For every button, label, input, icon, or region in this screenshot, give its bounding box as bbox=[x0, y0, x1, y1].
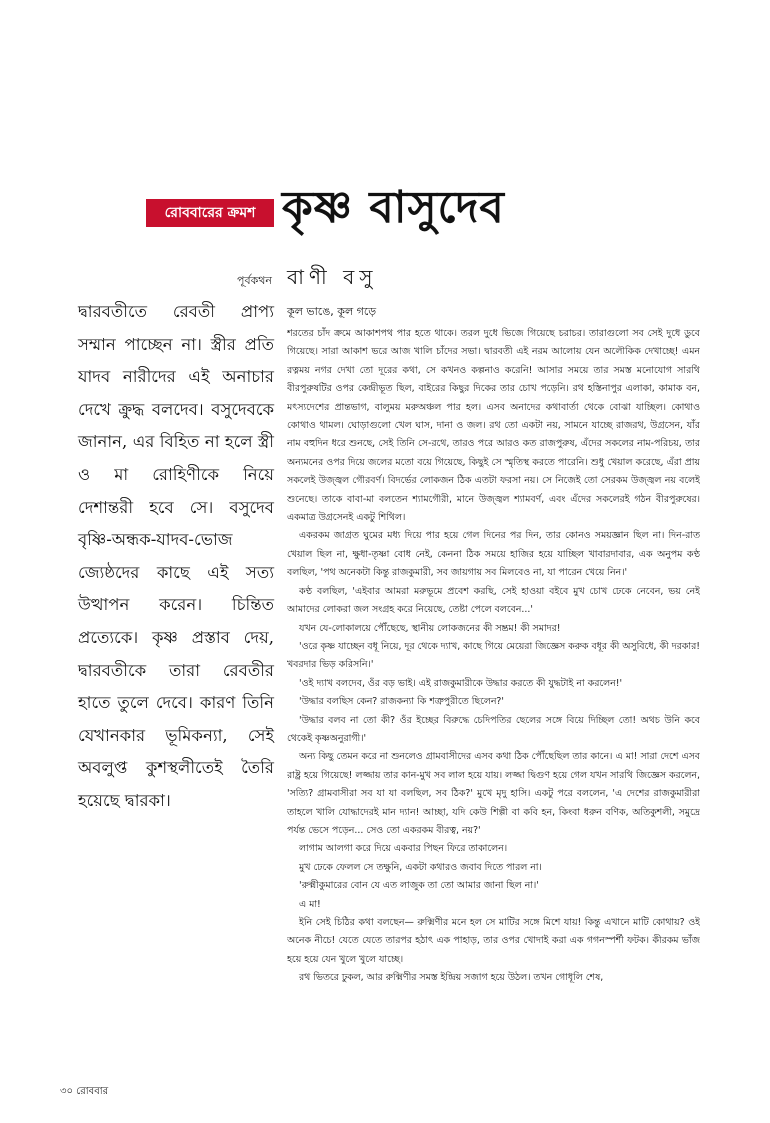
article-paragraph: ইনি সেই চিঠির কথা বলছেন— রুক্মিণীর মনে হল সে মাটির সঙ্গে মিশে যায়! কিন্তু এখানে মাটি কোথায়? ওই অনেক নীচে! যেতে যেতে তারপর হঠাৎ এক পাহাড়, তার ওপর খোদাই করা এক গগনস্পর্শী ফটক। কীরকম ভাঁজ হয়ে হয়ে যেন খুলে খুলে যাচ্ছে। bbox=[287, 917, 700, 965]
series-kicker-badge: রোববারের ক্রমশ bbox=[146, 199, 274, 227]
article-paragraph: কণ্ঠ বলছিল, 'এইবার আমরা মরুভূমে প্রবেশ করছি, সেই হাওয়া বইবে মুখ চোখ ঢেকে নেবেন, ভয় নেই আমাদের লোকরা জল সংগ্রহ করে নিয়েছে, তেষ্টা পেলে বলবেন...' bbox=[287, 585, 700, 616]
page-footer: ৩০ রোববার bbox=[60, 1086, 109, 1097]
article-paragraph: রথ ভিতরে ঢুকল, আর রুক্মিণীর সমস্ত ইন্দ্রিয় সজাগ হয়ে উঠল। তখন গোধূলি শেষ, bbox=[299, 972, 604, 984]
article-body bbox=[287, 325, 700, 1070]
article-paragraph: এ মা! bbox=[299, 898, 321, 910]
article-paragraph: 'রুক্মীকুমারের বোন যে এত লাজুক তা তো আমার জানা ছিল না।' bbox=[299, 880, 539, 892]
previous-summary-label: পূর্বকথন bbox=[237, 274, 272, 287]
section-heading: কূল ভাঙে, কূল গড়ে bbox=[287, 305, 377, 318]
article-paragraph: 'ওরে কৃষ্ণ যাচ্ছেন বধূ নিয়ে, দূর থেকে দ্যাখ, কাছে গিয়ে মেয়েরা জিজ্ঞেস করুক বধূর কী অসুবিধে, কী দরকার! খবরদার ভিড় করিসনি।' bbox=[287, 640, 700, 671]
article-paragraph: মুখ ঢেকে ফেলল সে তক্ষুনি, একটা কথারও জবাব দিতে পারল না। bbox=[299, 861, 542, 873]
article-paragraph: 'ওই দ্যাখ বলদেব, ওঁর বড় ভাই। এই রাজকুমারীকে উদ্ধার করতে কী যুদ্ধটাই না করলেন!' bbox=[299, 677, 623, 689]
previous-summary-text: দ্বারবতীতে রেবতী প্রাপ্য সম্মান পাচ্ছেন না। স্ত্রীর প্রতি যাদব নারীদের এই অনাচার দেখে ক্রুদ্ধ বলদেব। বসুদেবকে জানান, এর বিহিত না হলে স্ত্রী ও মা রোহিণীকে নিয়ে দেশান্তরী হবে সে। বসুদেব বৃষ্ণি-অন্ধক-যাদব-ভোজ জ্যেষ্ঠদের কাছে এই সত্য উত্থাপন করেন। চিন্তিত প্রত্যেকে। কৃষ্ণ প্রস্তাব দেয়, দ্বারবতীকে তারা রেবতীর হাতে তুলে দেবে। কারণ তিনি যেখানকার ভূমিকন্যা, সেই অবলুপ্ত কুশস্থলীতেই তৈরি হয়েছে দ্বারকা। bbox=[78, 302, 274, 810]
article-paragraph: 'উদ্ধার বলছিস কেন? রাজকন্যা কি শত্রুপুরীতে ছিলেন?' bbox=[299, 696, 504, 708]
article-paragraph: অন্য কিছু তেমন করে না শুনলেও গ্রামবাসীদের এসব কথা ঠিক পৌঁছেছিল তার কানে। এ মা! সারা দেশে এসব রাষ্ট্র হয়ে গিয়েছে! লজ্জায় তার কান-মুখ সব লাল হয়ে যায়। লজ্জা দ্বিগুণ হয়ে গেল যখন সারথি জিজ্ঞেস করলেন, 'সত্যি? গ্রামবাসীরা সব যা যা বলছিল, সব ঠিক?' মুখে মৃদু হাসি। একটু পরে বললেন, 'এ দেশের রাজকুমারীরা তাহলে খালি যোদ্ধাদেরই মান দ্যান! আচ্ছা, যদি কেউ শিল্পী বা কবি হন, কিংবা ধরুন বণিক, অতিকুশলী, সমুদ্রে পর্যন্ত ভেসে পড়েন... সেও তো একরকম বীরত্ব, নয়?' bbox=[287, 751, 700, 836]
article-paragraph: শরতের চাঁদ ক্রমে আকাশপথ পার হতে থাকে। তরল দুধে ভিজে গিয়েছে চরাচর। তারাগুলো সব সেই দুধে ডুবে গিয়েছে। সারা আকাশ ভরে আজ খালি চাঁদের সভা। দ্বারবতী এই নরম আলোয় যেন অলৌকিক দেখাচ্ছে! এমন রত্নময় নগর দেখা তো দূরের কথা, সে কখনও কল্পনাও করেনি! আসার সময়ে তার সমস্ত মনোযোগ সারথি বীরপুরুষটির ওপর কেন্দ্রীভূত ছিল, বাইরের কিছুর দিকের তার চোখ পড়েনি। রথ হস্তিনাপুর এলাকা, কামাক বন, মৎস্যদেশের প্রান্তভাগ, বালুময় মরুঅঞ্চল পার হল। এসব অনাদের কথাবার্তা থেকে বোঝা যাচ্ছিল। কোথাও কোথাও থামল। ঘোড়াগুলো খেল ঘাস, দানা ও জল। রথ তো একটা নয়, সামনে যাচ্ছে রাজরথ, উগ্রসেন, যাঁর নাম বহুদিন ধরে শুনছে, সেই তিনি সে-রথে, তারও পরে আরও কত রাজপুরুষ, এঁদের সকলের নাম-পরিচয়, তার অন্যমনের ওপর দিয়ে জলের মতো বয়ে গিয়েছে, কিছুই সে স্মৃতিস্থ করতে পারেনি। শুধু খেয়াল করেছে, এঁরা প্রায় সকলেই উজ্জ্বল গৌরবর্ণ। বিদর্ভের লোকজন ঠিক এতটা ফরসা নয়। সে নিজেই তো সেরকম উজ্জ্বল নয় বলেই শুনেছে। তাকে বাবা-মা বলতেন শ্যামগৌরী, মানে উজ্জ্বল শ্যামবর্ণ, এবং এঁদের সকলেরই গঠন বীরপুরুষের। একমাত্র উগ্রসেনই একটু শিথিল। bbox=[287, 328, 700, 524]
article-paragraph: যখন যে-লোকালয়ে পৌঁছেছে, স্থানীয় লোকজনের কী সম্ভ্রম! কী সমাদর! bbox=[299, 622, 561, 634]
author-byline: বাণী বসু bbox=[287, 265, 378, 289]
article-paragraph: লাগাম আলগা করে দিয়ে একবার পিছন ফিরে তাকালেন। bbox=[299, 843, 508, 855]
article-title: কৃষ্ণ বাসুদেব bbox=[282, 182, 505, 233]
article-paragraph: 'উদ্ধার বলব না তো কী? ওঁর ইচ্ছের বিরুদ্ধে চেদিপতির ছেলের সঙ্গে বিয়ে দিচ্ছিল তো! অথচ উনি কবে থেকেই কৃষ্ণঅনুরাগী।' bbox=[287, 714, 700, 744]
article-paragraph: একরকম জাগ্রত ঘুমের মধ্য দিয়ে পার হয়ে গেল দিনের পর দিন, তার কোনও সময়জ্ঞান ছিল না। দিন-রাত খেয়াল ছিল না, ক্ষুধা-তৃষ্ণা বোধ নেই, কেননা ঠিক সময়ে হাজির হয়ে যাচ্ছিল খাবারদাবার, এক অনুপম কণ্ঠ বলছিল, 'পথ অনেকটা কিন্তু রাজকুমারী, সব জায়গায় সব মিলবেও না, যা পারেন খেয়ে নিন।' bbox=[287, 530, 700, 579]
